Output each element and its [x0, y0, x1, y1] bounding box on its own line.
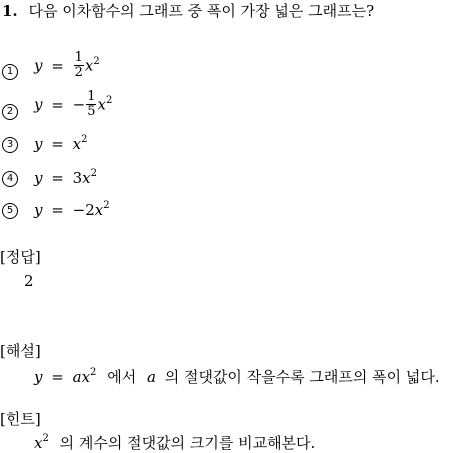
answer-value: 2 — [24, 272, 34, 290]
option-4-equation: $y = 3x^2$ — [34, 168, 98, 187]
hint-text: $x^2$ 의 계수의 절댓값의 크기를 비교해본다. — [34, 433, 316, 452]
option-3-equation: $y = x^2$ — [34, 134, 88, 153]
hint-label: [힌트] — [0, 410, 41, 428]
option-5-equation: $y = -2x^2$ — [34, 200, 110, 219]
option-1-fraction: $\frac{1}{2}$ — [74, 50, 83, 80]
question-number: 1. — [2, 2, 18, 20]
option-marker-1: 1 — [2, 64, 18, 80]
option-marker-5: 5 — [2, 203, 18, 219]
question-line — [2, 0, 374, 21]
option-2-equation: y = − $\frac{1}{5}$ $x^2$ — [34, 89, 113, 119]
option-marker-2: 2 — [2, 104, 18, 120]
option-marker-4: 4 — [2, 171, 18, 187]
option-1-equation: y = $\frac{1}{2}$ $x^2$ — [34, 50, 100, 80]
answer-label: [정답] — [0, 248, 41, 266]
option-2-fraction: $\frac{1}{5}$ — [87, 89, 96, 119]
option-marker-3: 3 — [2, 137, 18, 153]
question-text: 다음 이차함수의 그래프 중 폭이 가장 넓은 그래프는? — [28, 2, 375, 20]
explanation-label: [해설] — [0, 342, 41, 360]
explanation-text: $y = ax^2$ 에서 a 의 절댓값이 작을수록 그래프의 폭이 넓다. — [34, 367, 440, 386]
